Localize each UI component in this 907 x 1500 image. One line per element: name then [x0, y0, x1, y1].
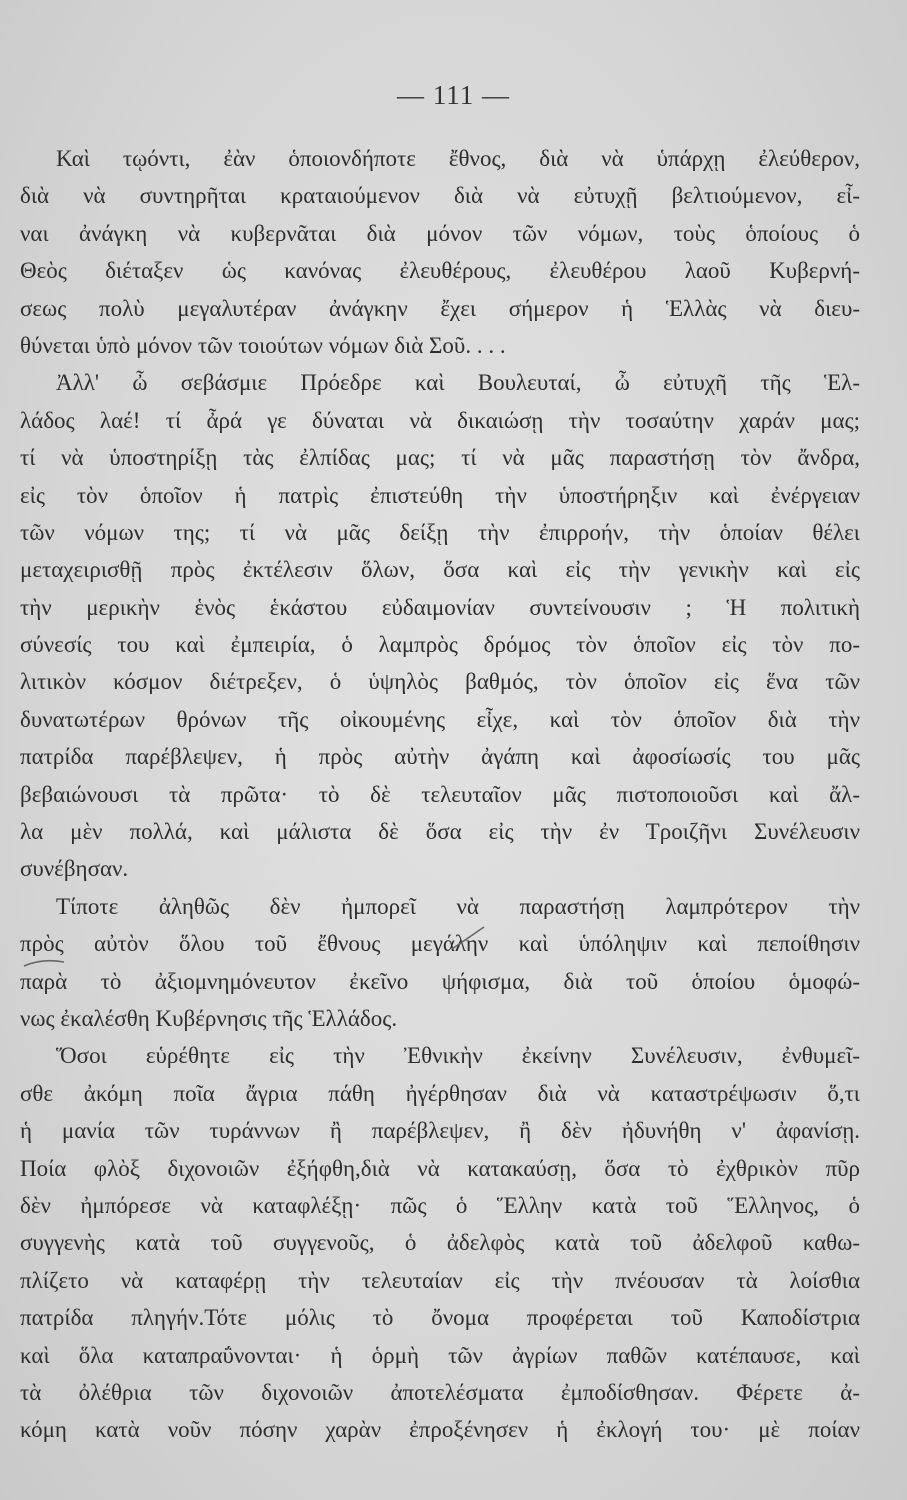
text-line: κόμη κατὰ νοῦν πόσην χαρὰν ἐπροξένησεν ἡ ἐκλογή του· μὲ ποίαν — [20, 1417, 860, 1443]
text-line: Ὅσοι εὑρέθητε εἰς τὴν Ἐθνικὴν ἐκείνην Συνέλευσιν, ἐνθυμεῖ- — [56, 1043, 860, 1069]
page-number: — 111 — — [397, 80, 510, 110]
text-line: τὴν μερικὴν ἑνὸς ἑκάστου εὐδαιμονίαν συντείνουσιν ; Ἡ πολιτικὴ — [20, 594, 860, 620]
text-line: σθε ἀκόμη ποῖα ἄγρια πάθη ἠγέρθησαν διὰ νὰ καταστρέψωσιν ὅ,τι — [20, 1080, 860, 1106]
text-line: πατρίδα παρέβλεψεν, ἡ πρὸς αὐτὴν ἀγάπη καὶ ἀφοσίωσίς του μᾶς — [20, 744, 860, 770]
text-line: ναι ἀνάγκη νὰ κυβερνᾶται διὰ μόνον τῶν νόμων, τοὺς ὁποίους ὁ — [20, 220, 860, 246]
text-line: δὲν ἠμπόρεσε νὰ καταφλέξῃ· πῶς ὁ Ἕλλην κατὰ τοῦ Ἕλληνος, ὁ — [20, 1192, 860, 1218]
text-line: Ποία φλὸξ διχονοιῶν ἐξήφθη,διὰ νὰ κατακαύσῃ, ὅσα τὸ ἐχθρικὸν πῦρ — [20, 1155, 860, 1181]
text-line: σεως πολὺ μεγαλυτέραν ἀνάγκην ἔχει σήμερον ἡ Ἑλλὰς νὰ διευ- — [20, 295, 860, 321]
text-line: τὰ ὀλέθρια τῶν διχονοιῶν ἀποτελέσματα ἐμποδίσθησαν. Φέρετε ἀ- — [20, 1379, 860, 1405]
text-line: βεβαιώνουσι τὰ πρῶτα· τὸ δὲ τελευταῖον μᾶς πιστοποιοῦσι καὶ ἄλ- — [20, 781, 860, 807]
text-line: πλίζετο νὰ καταφέρῃ τὴν τελευταίαν εἰς τὴν πνέουσαν τὰ λοίσθια — [20, 1267, 860, 1293]
text-line: Τίποτε ἀληθῶς δὲν ἠμπορεῖ νὰ παραστήσῃ λαμπρότερον τὴν — [56, 893, 860, 919]
text-line: λάδος λαέ! τί ἆρά γε δύναται νὰ δικαιώσῃ τὴν τοσαύτην χαράν μας; — [20, 407, 860, 433]
text-line: σύνεσίς του καὶ ἐμπειρία, ὁ λαμπρὸς δρόμος τὸν ὁποῖον εἰς τὸν πο- — [20, 632, 860, 658]
text-line: πατρίδα πληγήν.Τότε μόλις τὸ ὄνομα προφέρεται τοῦ Καποδίστρια — [20, 1305, 860, 1331]
text-line: παρὰ τὸ ἀξιομνημόνευτον ἐκεῖνο ψήφισμα, διὰ τοῦ ὁποίου ὁμοφώ- — [20, 968, 860, 994]
pencil-mark-icon — [448, 925, 488, 951]
text-line: δυνατωτέρων θρόνων τῆς οἰκουμένης εἶχε, καὶ τὸν ὁποῖον διὰ τὴν — [20, 706, 860, 732]
text-line: συγγενὴς κατὰ τοῦ συγγενοῦς, ὁ ἀδελφὸς κατὰ τοῦ ἀδελφοῦ καθω- — [20, 1230, 860, 1256]
text-line: τῶν νόμων της; τί νὰ μᾶς δείξῃ τὴν ἐπιρροήν, τὴν ὁποίαν θέλει — [20, 519, 860, 545]
text-line: Ἀλλ' ὦ σεβάσμιε Πρόεδρε καὶ Βουλευταί, ὦ εὐτυχῆ τῆς Ἑλ- — [56, 370, 860, 396]
text-line: καὶ ὅλα καταπραΰνονται· ἡ ὁρμὴ τῶν ἀγρίων παθῶν κατέπαυσε, καὶ — [20, 1342, 860, 1368]
text-line: τί νὰ ὑποστηρίξῃ τὰς ἐλπίδας μας; τί νὰ μᾶς παραστήσῃ τὸν ἄνδρα, — [20, 445, 860, 471]
text-line: νως ἐκαλέσθη Κυβέρνησις τῆς Ἑλλάδος. — [20, 1005, 398, 1031]
text-line: ἡ μανία τῶν τυράννων ἢ παρέβλεψεν, ἢ δὲν ἠδυνήθη ν' ἀφανίσῃ. — [20, 1118, 860, 1144]
text-line: μεταχειρισθῇ πρὸς ἐκτέλεσιν ὅλων, ὅσα καὶ εἰς τὴν γενικὴν καὶ εἰς — [20, 557, 860, 583]
text-line: πρὸς αὐτὸν ὅλου τοῦ ἔθνους μεγάλην καὶ ὑπόληψιν καὶ πεποίθησιν — [20, 931, 860, 957]
body-text — [20, 140, 860, 1449]
text-line: Καὶ τῳόντι, ἐὰν ὁποιονδήποτε ἔθνος, διὰ νὰ ὑπάρχῃ ἐλεύθερον, — [56, 146, 860, 171]
text-line: Θεὸς διέταξεν ὡς κανόνας ἐλευθέρους, ἐλευθέρου λαοῦ Κυβερνή- — [20, 258, 860, 284]
pencil-dash-icon — [22, 956, 66, 970]
text-line: διὰ νὰ συντηρῆται κραταιούμενον διὰ νὰ εὐτυχῇ βελτιούμενον, εἶ- — [20, 183, 860, 209]
text-line: λιτικὸν κόσμον διέτρεξεν, ὁ ὑψηλὸς βαθμός, τὸν ὁποῖον εἰς ἕνα τῶν — [20, 669, 860, 695]
text-line: λα μὲν πολλά, καὶ μάλιστα δὲ ὅσα εἰς τὴν ἐν Τροιζῆνι Συνέλευσιν — [20, 819, 860, 845]
text-line: συνέβησαν. — [20, 856, 129, 882]
text-line: εἰς τὸν ὁποῖον ἡ πατρὶς ἐπιστεύθη τὴν ὑποστήρηξιν καὶ ἐνέργειαν — [20, 482, 860, 508]
text-line: θύνεται ὑπὸ μόνον τῶν τοιούτων νόμων διὰ Σοῦ. . . . — [20, 332, 506, 358]
